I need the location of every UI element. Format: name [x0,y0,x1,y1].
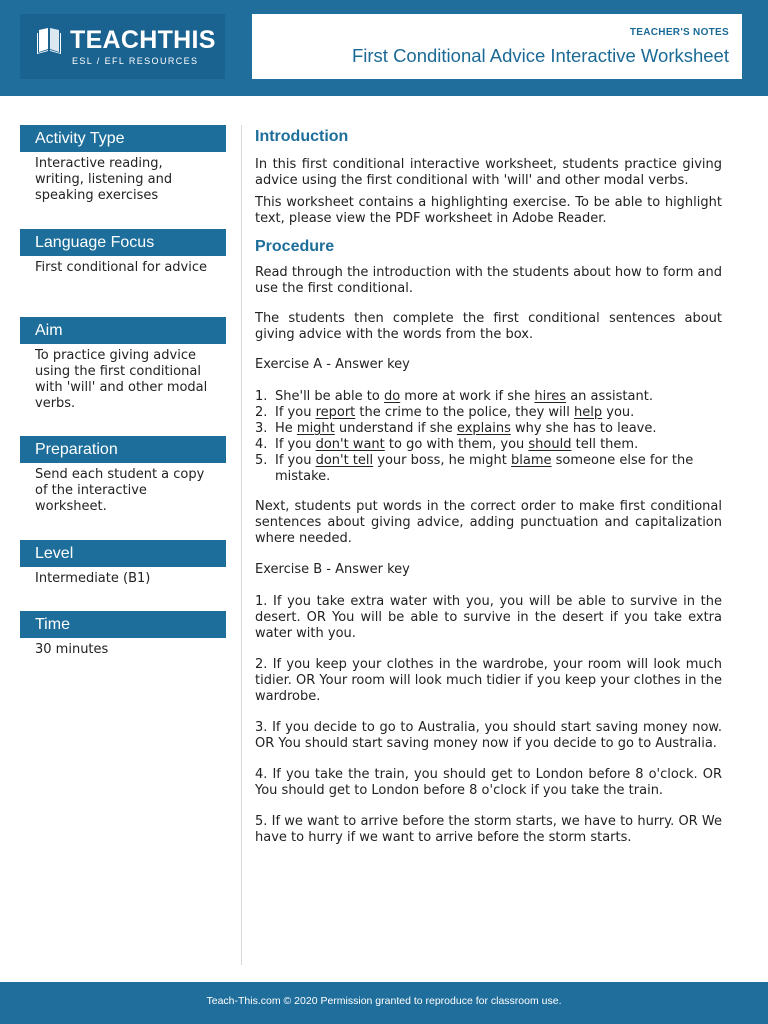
title-box [252,14,742,79]
list-item [255,405,722,421]
sidebar-text: To practice giving advice using the first conditional with 'will' and other modal verbs. [35,348,208,411]
exercise-b-title: Exercise B - Answer key [255,562,410,577]
section-heading-procedure: Procedure [255,238,335,255]
answer-word: explains [456,421,511,436]
answer-word: hires [534,389,567,404]
page-title: First Conditional Advice Interactive Worksheet [351,45,729,66]
sidebar-text: First conditional for advice [35,260,207,275]
sidebar-heading: Level [20,540,226,567]
logo[interactable] [20,14,225,79]
answer-text: why she has to leave. [510,421,657,436]
list-number: 4. [255,437,268,452]
sidebar-heading: Language Focus [20,229,226,256]
list-number: 5. [255,453,268,468]
answer-word: report [315,405,356,420]
answer-word: help [574,405,603,420]
exercise-b-answer: 1. If you take extra water with you, you will be able to survive in the desert. OR You will be able to survive in the desert if you take extra water with you. [255,594,722,641]
logo-title: TEACHTHIS [70,26,216,54]
paragraph: The students then complete the first conditional sentences about giving advice with the words from the box. [255,311,722,342]
sidebar-section-level [20,540,226,611]
list-item [255,453,722,485]
list-number: 1. [255,389,268,404]
answer-text: If you [275,437,316,452]
answer-text: If you [275,405,316,420]
answer-text: an assistant. [566,389,653,404]
paragraph: Read through the introduction with the students about how to form and use the first conditional. [255,265,722,296]
sidebar-heading: Aim [20,317,226,344]
sidebar-text: Interactive reading, writing, listening and speaking exercises [35,156,173,203]
sidebar-section-preparation [20,436,226,540]
main-content [255,125,722,846]
sidebar [20,125,226,658]
sidebar-section-time [20,611,226,658]
answer-text: the crime to the police, they will [355,405,575,420]
sidebar-text: 30 minutes [35,642,109,657]
list-item [255,389,722,405]
footer-bar [0,982,768,1024]
paragraph: This worksheet contains a highlighting exercise. To be able to highlight text, please view the PDF worksheet in Adobe Reader. [255,195,722,226]
logo-subtitle: ESL / EFL RESOURCES [72,56,199,66]
paragraph: Next, students put words in the correct order to make first conditional sentences about giving advice, adding punctuation and capitalization where needed. [255,499,722,546]
answer-text: He [275,421,297,436]
teachers-notes-label: TEACHER'S NOTES [629,27,729,38]
sidebar-section-aim [20,317,226,436]
answer-text: your boss, he might [373,453,512,468]
exercise-b-answer: 4. If you take the train, you should get to London before 8 o'clock. OR You should get to London before 8 o'clock if you take the train. [255,767,722,798]
list-number: 2. [255,405,268,420]
answer-text: understand if she [334,421,457,436]
column-divider [241,125,242,965]
answer-text: If you [275,453,316,468]
book-icon [36,26,62,56]
header-bar [0,0,768,96]
list-item [255,437,722,453]
footer-copyright: Teach-This.com © 2020 Permission granted to reproduce for classroom use. [206,995,562,1007]
sidebar-text: Intermediate (B1) [35,571,151,586]
answer-text: tell them. [571,437,639,452]
sidebar-section-language-focus [20,229,226,317]
answer-text: someone else for the mistake. [275,453,694,484]
answer-word: do [383,389,401,404]
exercise-b-answer: 3. If you decide to go to Australia, you should start saving money now. OR You should start saving money now if you decide to go to Australia. [255,720,722,751]
answer-text: She'll be able to [275,389,384,404]
exercise-b-answer: 2. If you keep your clothes in the wardrobe, your room will look much tidier. OR Your room will look much tidier if you keep your clothes in the wardrobe. [255,657,722,704]
section-heading-introduction: Introduction [255,128,349,145]
answer-word: don't want [315,437,385,452]
answer-text: to go with them, you [384,437,529,452]
answer-text: you. [602,405,635,420]
answer-word: don't tell [315,453,374,468]
sidebar-heading: Activity Type [20,125,226,152]
sidebar-heading: Time [20,611,226,638]
exercise-b-answer: 5. If we want to arrive before the storm starts, we have to hurry. OR We have to hurry if we want to arrive before the storm starts. [255,814,722,845]
exercise-a-answer-list [255,389,722,485]
exercise-a-title: Exercise A - Answer key [255,357,410,372]
answer-word: should [528,437,572,452]
list-item [255,421,722,437]
sidebar-section-activity-type [20,125,226,229]
paragraph: In this first conditional interactive worksheet, students practice giving advice using the first conditional with 'will' and other modal verbs. [255,157,722,188]
sidebar-heading: Preparation [20,436,226,463]
answer-text: more at work if she [400,389,535,404]
list-number: 3. [255,421,268,436]
sidebar-text: Send each student a copy of the interactive worksheet. [35,467,205,514]
answer-word: blame [511,453,552,468]
answer-word: might [296,421,335,436]
